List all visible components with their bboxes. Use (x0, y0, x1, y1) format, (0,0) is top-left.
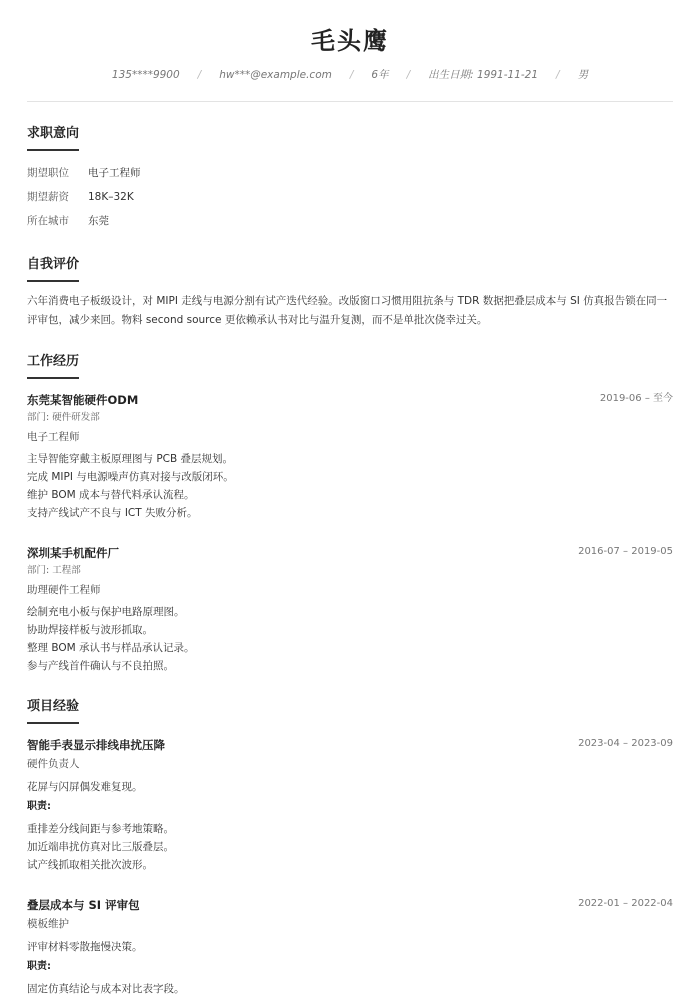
section-title: 项目经验 (27, 698, 79, 724)
birth-date: 出生日期: 1991-11-21 (428, 69, 539, 81)
separator: / (406, 69, 411, 81)
work-item (27, 542, 673, 675)
self-evaluation-section (27, 253, 673, 330)
intent-key: 所在城市 (27, 215, 69, 227)
duty-line: 固定仿真结论与成本对比表字段。 (27, 983, 185, 995)
email-link[interactable]: hw***@example.com (219, 69, 332, 81)
intent-row (27, 161, 673, 185)
company-name: 东莞某智能硬件ODM (27, 393, 139, 407)
duty-line: 参与产线首件确认与不良拍照。 (27, 660, 174, 672)
work-experience-section (27, 350, 673, 675)
work-item (27, 389, 673, 522)
duty-line: 完成 MIPI 与电源噪声仿真对接与改版闭环。 (27, 471, 234, 483)
duty-line: 试产线抓取相关批次波形。 (27, 859, 153, 871)
department: 部门: 硬件研发部 (27, 412, 100, 423)
duty-line: 重排差分线间距与参考地策略。 (27, 823, 174, 835)
date-range: 2023-04 – 2023-09 (578, 738, 673, 749)
duty-line: 维护 BOM 成本与替代料承认流程。 (27, 489, 195, 501)
duty-line: 主导智能穿戴主板原理图与 PCB 叠层规划。 (27, 453, 234, 465)
section-title: 自我评价 (27, 256, 79, 282)
date-range: 2016-07 – 2019-05 (578, 546, 673, 557)
project-name: 智能手表显示排线串扰压降 (27, 738, 165, 752)
project-item (27, 894, 673, 998)
experience-years: 6年 (371, 69, 389, 81)
project-item (27, 734, 673, 874)
section-title: 求职意向 (27, 125, 79, 151)
separator: / (556, 69, 560, 81)
intent-value: 东莞 (88, 215, 109, 227)
duty-line: 支持产线试产不良与 ICT 失败分析。 (27, 507, 198, 519)
project-description: 花屏与闪屏偶发难复现。 (27, 781, 143, 793)
date-range: 2022-01 – 2022-04 (578, 898, 673, 909)
date-range: 2019-06 – 至今 (599, 393, 673, 404)
project-role: 模板维护 (27, 918, 69, 930)
phone-text: 135****9900 (111, 69, 180, 81)
company-name: 深圳某手机配件厂 (27, 546, 119, 560)
section-title: 工作经历 (27, 353, 79, 379)
summary-text: 六年消费电子板级设计，对 MIPI 走线与电源分割有试产迭代经验。改版窗口习惯用阻抗条与 TDR 数据把叠层成本与 SI 仿真报告锁在同一评审包，减少来回。物料 second source 更依赖承认书对比与温升复测，而不是单批次侥幸过关。 (27, 295, 668, 326)
duty-label: 职责: (27, 961, 51, 972)
project-experience-section (27, 695, 673, 998)
project-description: 评审材料零散拖慢决策。 (27, 941, 143, 953)
duty-line: 绘制充电小板与保护电路原理图。 (27, 606, 185, 618)
intent-value: 18K–32K (88, 191, 134, 203)
gender: 男 (577, 69, 589, 81)
candidate-name: 毛头鹰 (311, 27, 389, 55)
intent-key: 期望薪资 (27, 191, 69, 203)
intent-value: 电子工程师 (88, 167, 141, 179)
duty-label: 职责: (27, 801, 51, 812)
job-role: 助理硬件工程师 (27, 584, 101, 596)
job-role: 电子工程师 (27, 431, 80, 443)
intent-row (27, 209, 673, 233)
department: 部门: 工程部 (27, 565, 81, 576)
duty-line: 加近端串扰仿真对比三版叠层。 (27, 841, 174, 853)
intent-key: 期望职位 (27, 167, 69, 179)
separator: / (349, 69, 354, 81)
duty-line: 协助焊接样板与波形抓取。 (27, 624, 153, 636)
job-intent-section (27, 122, 673, 233)
header-divider (27, 101, 673, 102)
project-name: 叠层成本与 SI 评审包 (27, 898, 140, 912)
duty-line: 整理 BOM 承认书与样品承认记录。 (27, 642, 195, 654)
separator: / (197, 69, 202, 81)
intent-row (27, 185, 673, 209)
contact-line (27, 67, 673, 83)
project-role: 硬件负责人 (27, 758, 80, 770)
